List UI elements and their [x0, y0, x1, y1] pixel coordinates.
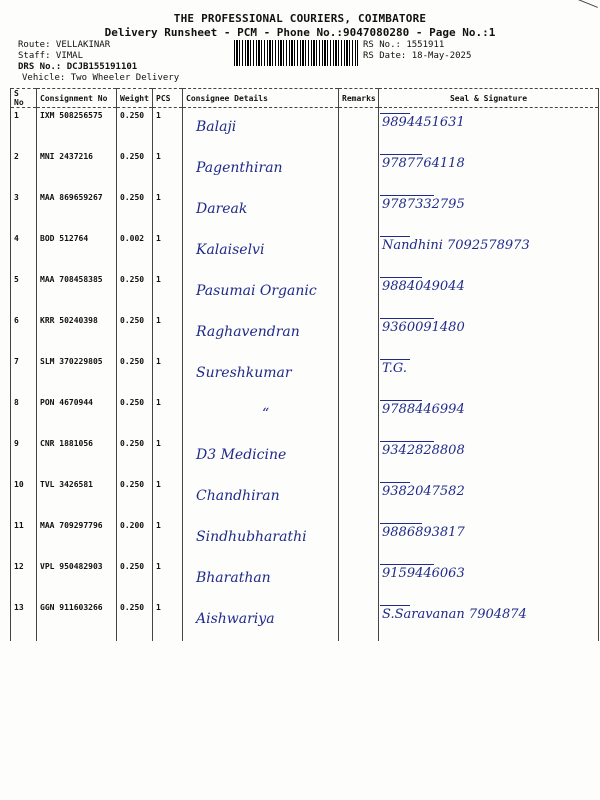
signature-handwriting: 9884049044	[382, 279, 465, 294]
col-header-consignee: Consignee Details	[183, 89, 339, 108]
row-pcs: 1	[153, 149, 183, 190]
signature-scribble	[380, 523, 422, 524]
vehicle-label: Vehicle: Two Wheeler Delivery	[22, 73, 180, 83]
table-row	[11, 149, 599, 190]
row-remarks-cell	[339, 436, 379, 477]
row-weight: 0.250	[117, 354, 153, 395]
row-weight: 0.250	[117, 395, 153, 436]
row-consignment-no: GGN 911603266	[37, 600, 117, 641]
company-title: THE PROFESSIONAL COURIERS, COIMBATORE	[173, 12, 427, 25]
consignee-handwriting: Sindhubharathi	[196, 529, 307, 545]
runsheet-table	[10, 88, 599, 641]
table-row	[11, 395, 599, 436]
row-remarks-cell	[339, 600, 379, 641]
row-pcs: 1	[153, 518, 183, 559]
signature-handwriting: 9787332795	[382, 197, 465, 212]
col-header-sno: S No	[11, 89, 37, 108]
staff-label: Staff: VIMAL	[18, 51, 84, 61]
signature-scribble	[380, 236, 410, 237]
consignee-handwriting: Dareak	[196, 201, 248, 217]
signature-handwriting: 9886893817	[382, 525, 465, 540]
row-consignment-no: PON 4670944	[37, 395, 117, 436]
table-row	[11, 436, 599, 477]
row-pcs: 1	[153, 313, 183, 354]
signature-scribble	[380, 605, 410, 606]
row-remarks-cell	[339, 190, 379, 231]
runsheet-subtitle: Delivery Runsheet - PCM - Phone No.:9047080280 - Page No.:1	[104, 26, 496, 39]
table-header-row	[11, 89, 599, 108]
signature-scribble	[380, 277, 422, 278]
row-consignment-no: MAA 708458385	[37, 272, 117, 313]
signature-handwriting: T.G.	[382, 361, 407, 376]
col-header-remarks: Remarks	[339, 89, 379, 108]
table-row	[11, 190, 599, 231]
row-weight: 0.002	[117, 231, 153, 272]
signature-handwriting: 9382047582	[382, 484, 465, 499]
row-sno: 11	[11, 518, 37, 559]
col-header-pcs: PCS	[153, 89, 183, 108]
row-remarks-cell	[339, 559, 379, 600]
consignee-handwriting: Aishwariya	[196, 611, 275, 627]
table-row	[11, 354, 599, 395]
row-consignment-no: IXM 508256575	[37, 108, 117, 150]
signature-handwriting: 9342828808	[382, 443, 465, 458]
row-sno: 6	[11, 313, 37, 354]
signature-handwriting: 9787764118	[382, 156, 465, 171]
row-sno: 3	[11, 190, 37, 231]
row-weight: 0.250	[117, 477, 153, 518]
row-weight: 0.250	[117, 600, 153, 641]
row-remarks-cell	[339, 395, 379, 436]
row-consignment-no: MNI 2437216	[37, 149, 117, 190]
row-consignment-no: SLM 370229805	[37, 354, 117, 395]
row-remarks-cell	[339, 231, 379, 272]
signature-handwriting: 9159446063	[382, 566, 465, 581]
row-consignment-no: MAA 869659267	[37, 190, 117, 231]
row-pcs: 1	[153, 354, 183, 395]
row-weight: 0.250	[117, 436, 153, 477]
col-header-consignment: Consignment No	[37, 89, 117, 108]
row-sno: 7	[11, 354, 37, 395]
row-consignment-no: VPL 950482903	[37, 559, 117, 600]
row-consignee-cell	[183, 395, 339, 436]
barcode	[234, 40, 358, 66]
row-pcs: 1	[153, 559, 183, 600]
row-weight: 0.250	[117, 149, 153, 190]
signature-scribble	[380, 482, 410, 483]
row-remarks-cell	[339, 272, 379, 313]
row-remarks-cell	[339, 477, 379, 518]
row-sno: 1	[11, 108, 37, 150]
consignee-handwriting: Chandhiran	[196, 488, 280, 504]
row-remarks-cell	[339, 149, 379, 190]
signature-scribble	[380, 113, 410, 114]
row-sno: 13	[11, 600, 37, 641]
row-weight: 0.250	[117, 559, 153, 600]
consignee-handwriting: Pagenthiran	[196, 160, 283, 176]
signature-handwriting: 9894451631	[382, 115, 465, 130]
rs-date: RS Date: 18-May-2025	[363, 51, 472, 61]
consignee-handwriting: Sureshkumar	[196, 365, 292, 381]
signature-scribble	[380, 400, 422, 401]
row-pcs: 1	[153, 108, 183, 150]
consignee-handwriting: Pasumai Organic	[196, 283, 317, 299]
signature-handwriting: 9360091480	[382, 320, 465, 335]
row-sno: 10	[11, 477, 37, 518]
signature-handwriting: Nandhini 7092578973	[382, 238, 530, 253]
row-remarks-cell	[339, 313, 379, 354]
row-weight: 0.200	[117, 518, 153, 559]
row-consignment-no: TVL 3426581	[37, 477, 117, 518]
table-row	[11, 313, 599, 354]
row-pcs: 1	[153, 477, 183, 518]
consignee-handwriting: Balaji	[196, 119, 237, 135]
row-sno: 5	[11, 272, 37, 313]
table-row	[11, 477, 599, 518]
row-pcs: 1	[153, 231, 183, 272]
signature-scribble	[380, 441, 434, 442]
signature-scribble	[380, 195, 434, 196]
row-remarks-cell	[339, 354, 379, 395]
rs-number: RS No.: 1551911	[363, 40, 445, 50]
row-consignment-no: KRR 50240398	[37, 313, 117, 354]
row-consignment-no: BOD 512764	[37, 231, 117, 272]
row-consignment-no: CNR 1881056	[37, 436, 117, 477]
drs-number: DRS No.: DCJB155191101	[18, 62, 138, 72]
consignee-handwriting: Bharathan	[196, 570, 271, 586]
row-pcs: 1	[153, 600, 183, 641]
row-sno: 2	[11, 149, 37, 190]
row-sno: 9	[11, 436, 37, 477]
table-row	[11, 108, 599, 150]
route-label: Route: VELLAKINAR	[18, 40, 111, 50]
consignee-handwriting: “	[262, 406, 270, 422]
row-pcs: 1	[153, 436, 183, 477]
col-header-weight: Weight	[117, 89, 153, 108]
row-weight: 0.250	[117, 313, 153, 354]
signature-scribble	[380, 318, 434, 319]
row-signature-cell	[379, 354, 599, 395]
signature-scribble	[380, 359, 410, 360]
row-weight: 0.250	[117, 272, 153, 313]
row-pcs: 1	[153, 272, 183, 313]
consignee-handwriting: Kalaiselvi	[196, 242, 265, 258]
row-sno: 4	[11, 231, 37, 272]
consignee-handwriting: Raghavendran	[196, 324, 300, 340]
row-weight: 0.250	[117, 190, 153, 231]
col-header-signature: Seal & Signature	[379, 89, 599, 108]
row-weight: 0.250	[117, 108, 153, 150]
signature-scribble	[380, 564, 434, 565]
signature-scribble	[380, 154, 422, 155]
row-remarks-cell	[339, 518, 379, 559]
row-consignment-no: MAA 709297796	[37, 518, 117, 559]
row-pcs: 1	[153, 190, 183, 231]
signature-handwriting: S.Saravanan 7904874	[382, 607, 527, 622]
table-row	[11, 559, 599, 600]
row-remarks-cell	[339, 108, 379, 150]
row-pcs: 1	[153, 395, 183, 436]
row-sno: 8	[11, 395, 37, 436]
consignee-handwriting: D3 Medicine	[196, 447, 287, 463]
row-sno: 12	[11, 559, 37, 600]
signature-handwriting: 9788446994	[382, 402, 465, 417]
